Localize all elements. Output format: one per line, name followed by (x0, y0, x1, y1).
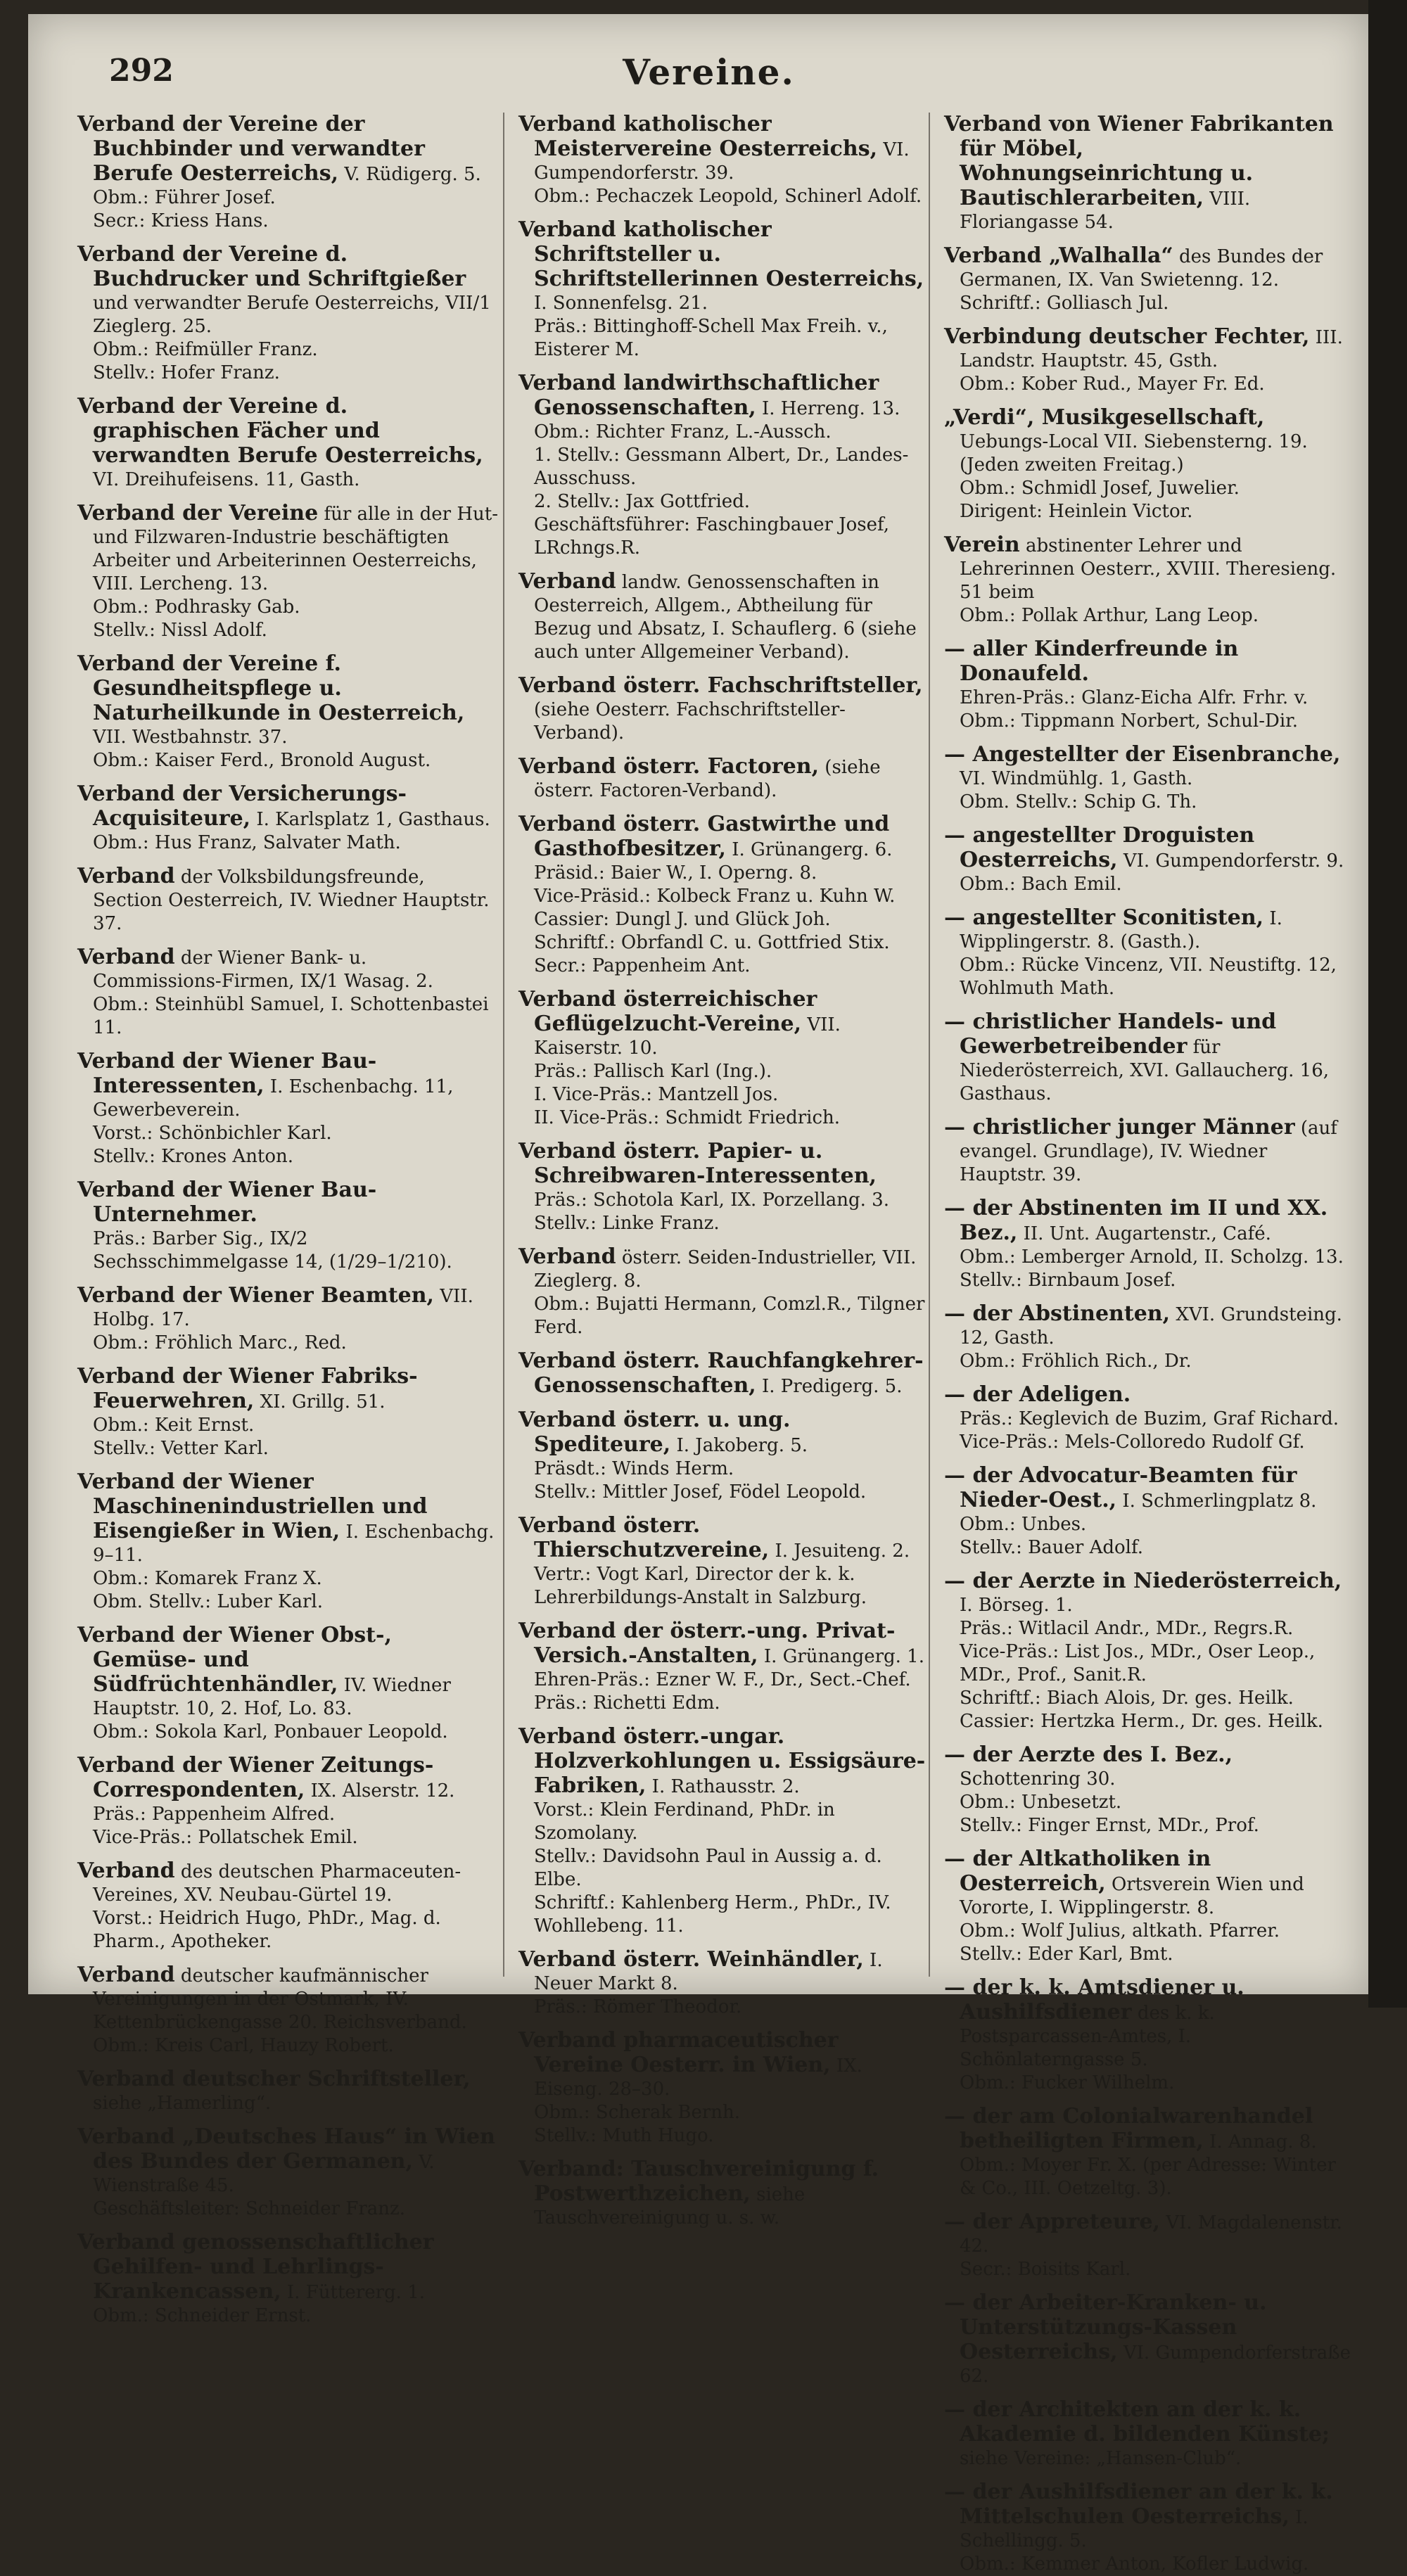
directory-entry (518, 988, 927, 1130)
directory-entry (518, 570, 927, 664)
entry-address: (auf evangel. Grundlage), IV. Wiedner Hauptstr. 39. (960, 1118, 1337, 1185)
entry-officer-line: Obm. Stellv.: Luber Karl. (93, 1591, 323, 1612)
entry-name: Verband österr. Gastwirthe und Gasthofbesitzer, (518, 812, 890, 861)
entry-name: Verband deutscher Schriftsteller, (77, 2067, 471, 2091)
directory-entry (944, 1976, 1352, 2095)
entry-officer-line: Präsdt.: Winds Herm. (534, 1458, 734, 1479)
directory-entry (77, 1050, 499, 1168)
entry-officer-line: Obm.: Unbes. (960, 1514, 1087, 1535)
entry-name: — der Advocatur-Beamten für Nieder-Oest., (944, 1463, 1297, 1512)
entry-address: des deutschen Pharmaceuten-Vereines, XV. Neubau-Gürtel 19. (93, 1861, 461, 1906)
entry-name: Verband der Wiener Obst-, Gemüse- und Südfrüchtenhändler, (77, 1623, 392, 1697)
directory-entry (518, 218, 927, 362)
entry-officer-line: Obm.: Schneider Ernst. (93, 2305, 312, 2326)
entry-officer-line: Secr.: Kriess Hans. (93, 210, 269, 231)
entry-officer-line: Stellv.: Mittler Josef, Födel Leopold. (534, 1481, 867, 1503)
directory-entry (77, 1963, 499, 2058)
entry-name: — der am Colonialwarenhandel betheiligten Firmen, (944, 2104, 1313, 2153)
entry-address: I. Grünangerg. 1. (763, 1646, 924, 1667)
entry-officer-line: Obm.: Komarek Franz X. (93, 1568, 322, 1589)
entry-name: Verband österr. Rauchfangkehrer-Genossenschaften, (518, 1348, 924, 1398)
entry-name: — christlicher junger Männer (944, 1115, 1295, 1140)
entry-address: Ortsverein Wien und Vororte, I. Wipplingerstr. 8. (960, 1874, 1304, 1918)
entry-name: Verband österr. Weinhändler, (518, 1947, 864, 1972)
entry-address: I. Predigerg. 5. (761, 1376, 903, 1397)
directory-page (28, 14, 1368, 2575)
entry-officer-line: Obm.: Moyer Fr. X. (per Adresse: Winter & Co., III. Oetzeltg. 3). (960, 2155, 1336, 2199)
entry-officer-line: Stellv.: Linke Franz. (534, 1213, 720, 1234)
entry-name: — angestellter Sconitisten, (944, 905, 1264, 930)
entry-address: I. Jakoberg. 5. (676, 1435, 808, 1456)
entry-name: Verband der Wiener Maschinenindustriellen und Eisengießer in Wien, (77, 1469, 428, 1543)
entry-name: — der Arbeiter-Kranken- u. Unterstützungs-Kassen Oesterreichs, (944, 2290, 1267, 2364)
entry-address: österr. Seiden-Industrieller, VII. Zieglerg. 8. (534, 1247, 917, 1292)
entry-name: Verband katholischer Schriftsteller u. Schriftstellerinnen Oesterreichs, (518, 217, 924, 291)
directory-entry (518, 1948, 927, 2019)
directory-entry (518, 2029, 927, 2148)
directory-entry (944, 1383, 1352, 1454)
entry-address: landw. Genossenschaften in Oesterreich, Allgem., Abtheilung für Bezug und Absatz, I. Schauflerg. 6 (siehe auch unter Allgemeiner Verband). (534, 572, 917, 663)
directory-entry (77, 502, 499, 642)
directory-entry (77, 782, 499, 855)
directory-entry (77, 2067, 499, 2115)
entry-officer-line: Obm. Stellv.: Schip G. Th. (960, 791, 1197, 812)
entry-officer-line: Stellv.: Birnbaum Josef. (960, 1270, 1176, 1291)
entry-address: Schottenring 30. (960, 1768, 1116, 1790)
directory-entry (944, 824, 1352, 896)
page-edge-shadow (1368, 0, 1407, 2008)
entry-officer-line: Vorst.: Heidrich Hugo, PhDr., Mag. d. Pharm., Apotheker. (93, 1908, 441, 1952)
entry-address: II. Unt. Augartenstr., Café. (1023, 1223, 1271, 1244)
entry-name: Verband der Wiener Zeitungs-Correspondenten, (77, 1753, 434, 1802)
entry-officer-line: Obm.: Bujatti Hermann, Comzl.R., Tilgner Ferd. (534, 1294, 925, 1338)
entry-address: siehe Vereine: „Hansen-Club“. (960, 2448, 1242, 2469)
entry-name: Verein (944, 533, 1020, 557)
directory-entry (944, 2480, 1352, 2576)
entry-officer-line: Vice-Präs.: List Jos., MDr., Oser Leop., MDr., Prof., Sanit.R. (960, 1641, 1316, 1685)
entry-officer-line: Vorst.: Schönbichler Karl. (93, 1123, 332, 1144)
entry-address: I. Neuer Markt 8. (534, 1950, 883, 1994)
entry-officer-line: Schriftf.: Golliasch Jul. (960, 293, 1169, 314)
entry-name: Verband der Wiener Bau-Unternehmer. (77, 1178, 377, 1227)
entry-officer-line: Obm.: Wolf Julius, altkath. Pfarrer. (960, 1920, 1280, 1941)
entry-address: I. Eschenbachg. 9–11. (93, 1522, 495, 1566)
entry-name: Verband österr. Papier- u. Schreibwaren-Interessenten, (518, 1139, 877, 1188)
entry-name: — Angestellter der Eisenbranche, (944, 742, 1341, 767)
directory-entry (944, 1302, 1352, 1373)
directory-entry (944, 1464, 1352, 1560)
directory-entry (77, 1754, 499, 1849)
entry-officer-line: Dirigent: Heinlein Victor. (960, 501, 1193, 522)
entry-address: VI. Magdalenenstr. 42. (960, 2212, 1342, 2257)
directory-entry (944, 2398, 1352, 2470)
entry-address: I. Herreng. 13. (761, 398, 900, 419)
entry-address: IX. Eiseng. 28–30. (534, 2055, 862, 2100)
entry-name: „Verdi“, Musikgesellschaft, (944, 405, 1265, 430)
entry-name: Verband österr. Factoren, (518, 754, 820, 779)
entry-name: Verbindung deutscher Fechter, (944, 324, 1310, 349)
entry-name: Verband (518, 1244, 616, 1269)
directory-entry (944, 2210, 1352, 2281)
entry-officer-line: I. Vice-Präs.: Mantzell Jos. (534, 1084, 779, 1105)
directory-entry (77, 1365, 499, 1460)
entry-address: und verwandter Berufe Oesterreichs, VII/1 Zieglerg. 25. (93, 293, 491, 337)
directory-entry (518, 1245, 927, 1339)
entry-name: Verband von Wiener Fabrikanten für Möbel, Wohnungseinrichtung u. Bautischlerarbeiten, (944, 112, 1334, 210)
entry-officer-line: Präs.: Witlacil Andr., MDr., Regrs.R. (960, 1618, 1294, 1639)
entry-officer-line: Präs.: Römer Theodor. (534, 1996, 742, 2017)
entry-officer-line: Geschäftsleiter: Schneider Franz. (93, 2198, 405, 2219)
entry-officer-line: Obm.: Fucker Wilhelm. (960, 2072, 1175, 2093)
entry-name: Verband österr. Fachschriftsteller, (518, 673, 923, 698)
entry-name: Verband (77, 1858, 175, 1883)
directory-entry (944, 1847, 1352, 1966)
directory-entry (944, 2291, 1352, 2388)
entry-address: siehe Tauschvereinigung u. s. w. (534, 2184, 806, 2229)
entry-name: Verband der Vereine f. Gesundheitspflege u. Naturheilkunde in Oesterreich, (77, 651, 465, 725)
entry-name: Verband „Walhalla“ (944, 243, 1173, 268)
entry-officer-line: Stellv.: Muth Hugo. (534, 2125, 714, 2146)
directory-entry (77, 2231, 499, 2328)
directory-entry (944, 906, 1352, 1000)
running-title: Vereine. (623, 51, 795, 93)
directory-entry (944, 1116, 1352, 1187)
entry-name: Verband der Wiener Beamten, (77, 1283, 434, 1308)
entry-officer-line: Obm.: Reifmüller Franz. (93, 339, 318, 360)
directory-entry (944, 1569, 1352, 1733)
entry-name: Verband pharmaceutischer Vereine Oesterr. in Wien, (518, 2028, 839, 2077)
entry-address: I. Jesuiteng. 2. (775, 1541, 910, 1562)
entry-officer-line: Präs.: Barber Sig., IX/2 Sechsschimmelgasse 14, (1/29–1/210). (93, 1228, 452, 1273)
entry-officer-line: Obm.: Fröhlich Rich., Dr. (960, 1351, 1192, 1372)
entry-name: Verband der Vereine (77, 501, 319, 525)
entry-address: XVI. Grundsteing. 12, Gasth. (960, 1304, 1342, 1348)
entry-name: Verband österr.-ungar. Holzverkohlungen u. Essigsäure-Fabriken, (518, 1724, 926, 1798)
entry-address: I. Schmerlingplatz 8. (1122, 1491, 1317, 1512)
entry-name: — der Abstinenten, (944, 1301, 1171, 1326)
entry-officer-line: Obm.: Rücke Vincenz, VII. Neustiftg. 12, Wohlmuth Math. (960, 955, 1337, 999)
entry-name: Verband: Tauschvereinigung f. Postwerthzeichen, (518, 2157, 879, 2206)
entry-name: Verband katholischer Meistervereine Oesterreichs, (518, 112, 878, 161)
entry-officer-line: Vice-Präs.: Mels-Colloredo Rudolf Gf. (960, 1432, 1305, 1453)
entry-officer-line: Stellv.: Vetter Karl. (93, 1438, 269, 1459)
directory-entry (77, 243, 499, 385)
directory-entry (944, 325, 1352, 396)
entry-officer-line: Präs.: Pappenheim Alfred. (93, 1804, 336, 1825)
entry-officer-line: Präs.: Richetti Edm. (534, 1692, 720, 1714)
entry-officer-line: Secr.: Pappenheim Ant. (534, 955, 751, 976)
directory-entry (518, 113, 927, 208)
entry-name: — christlicher Handels- und Gewerbetreibender (944, 1009, 1277, 1059)
entry-address: VII. Holbg. 17. (93, 1286, 473, 1330)
entry-name: Verband (77, 864, 175, 888)
entry-address: I. Eschenbachg. 11, Gewerbeverein. (93, 1076, 454, 1121)
column-2 (503, 112, 927, 2229)
directory-entry (518, 371, 927, 560)
entry-name: Verband (77, 1963, 175, 1987)
entry-address: VII. Kaiserstr. 10. (534, 1014, 841, 1059)
entry-officer-line: Obm.: Sokola Karl, Ponbauer Leopold. (93, 1721, 448, 1742)
entry-address: V. Rüdigerg. 5. (344, 164, 481, 185)
entry-officer-line: Cassier: Hertzka Herm., Dr. ges. Heilk. (960, 1711, 1323, 1732)
entry-officer-line: 1. Stellv.: Gessmann Albert, Dr., Landes-Ausschuss. (534, 445, 909, 489)
entry-officer-line: Obm.: Unbesetzt. (960, 1792, 1122, 1813)
directory-entry (944, 244, 1352, 315)
directory-entry (77, 395, 499, 492)
entry-officer-line: Präs.: Pallisch Karl (Ing.). (534, 1061, 772, 1082)
entry-officer-line: 2. Stellv.: Jax Gottfried. (534, 491, 751, 512)
entry-address: I. Wipplingerstr. 8. (Gasth.). (960, 908, 1282, 952)
entry-officer-line: Stellv.: Finger Ernst, MDr., Prof. (960, 1815, 1259, 1836)
directory-entry (77, 1470, 499, 1614)
entry-name: Verband der Vereine d. Buchdrucker und Schriftgießer (77, 242, 466, 291)
entry-address: VI. Windmühlg. 1, Gasth. (960, 768, 1193, 789)
entry-address: I. Annag. 8. (1209, 2131, 1317, 2153)
entry-address: I. Rathausstr. 2. (651, 1776, 800, 1797)
entry-officer-line: Stellv.: Nissl Adolf. (93, 620, 267, 641)
entry-name: Verband (518, 569, 616, 594)
entry-address: des k. k. Postsparcassen-Amtes, I. Schönlaterngasse 5. (960, 2003, 1215, 2070)
entry-name: — der Appreteure, (944, 2210, 1160, 2234)
entry-officer-line: Obm.: Pechaczek Leopold, Schinerl Adolf. (534, 186, 922, 207)
column-3 (929, 112, 1352, 2575)
entry-address: abstinenter Lehrer und Lehrerinnen Oesterr., XVIII. Theresieng. 51 beim (960, 535, 1337, 603)
entry-officer-line: Stellv.: Krones Anton. (93, 1146, 294, 1167)
directory-entry (944, 406, 1352, 523)
entry-address: für Niederösterreich, XVI. Gallaucherg. 16, Gasthaus. (960, 1037, 1330, 1104)
entry-address: XI. Grillg. 51. (260, 1391, 386, 1413)
entry-address: VIII. Floriangasse 54. (960, 189, 1251, 233)
entry-address: VI. Dreihufeisens. 11, Gasth. (93, 469, 360, 490)
entry-address: I. Füttererg. 1. (286, 2282, 426, 2303)
directory-entry (77, 945, 499, 1040)
entry-address: I. Grünangerg. 6. (732, 839, 893, 860)
entry-address: deutscher kaufmännischer Vereinigungen in der Ostmark, IV. Kettenbrückengasse 20. Reichsverband. (93, 1965, 467, 2033)
entry-address: VII. Westbahnstr. 37. (93, 727, 288, 748)
entry-officer-line: Vice-Präsid.: Kolbeck Franz u. Kuhn W. (534, 886, 896, 907)
directory-entry (518, 1349, 927, 1398)
entry-officer-line: Obm.: Richter Franz, L.-Aussch. (534, 421, 832, 442)
directory-entry (944, 1010, 1352, 1106)
entry-address: VI. Gumpendorferstr. 9. (1123, 850, 1344, 872)
entry-name: Verband österr. Thierschutzvereine, (518, 1513, 770, 1562)
entry-officer-line: Vice-Präs.: Pollatschek Emil. (93, 1827, 358, 1848)
page-number: 292 (109, 53, 174, 89)
directory-entry (944, 743, 1352, 814)
entry-officer-line: Ehren-Präs.: Glanz-Eicha Alfr. Frhr. v. (960, 687, 1309, 708)
directory-entry (518, 1408, 927, 1504)
entry-address: IV. Wiedner Hauptstr. 10, 2. Hof, Lo. 83. (93, 1675, 451, 1719)
directory-entry (518, 1725, 927, 1938)
directory-entry (77, 2125, 499, 2221)
entry-officer-line: Obm.: Keit Ernst. (93, 1415, 255, 1436)
entry-officer-line: Obm.: Kaiser Ferd., Bronold August. (93, 750, 431, 771)
directory-entry (77, 113, 499, 233)
entry-officer-line: Stellv.: Davidsohn Paul in Aussig a. d. Elbe. (534, 1846, 882, 1890)
entry-officer-line: Obm.: Kober Rud., Mayer Fr. Ed. (960, 374, 1265, 395)
entry-address: VI. Gumpendorferstr. 39. (534, 139, 910, 184)
entry-name: Verband landwirthschaftlicher Genossenschaften, (518, 371, 879, 420)
entry-name: — der Architekten an der k. k. Akademie d. bildenden Künste; (944, 2397, 1330, 2447)
directory-entry (944, 2105, 1352, 2200)
directory-entry (944, 1197, 1352, 1292)
directory-entry (77, 1178, 499, 1274)
entry-address: für alle in der Hut- und Filzwaren-Industrie beschäftigten Arbeiter und Arbeiterinnen Oesterreichs, VIII. Lercheng. 13. (93, 504, 498, 594)
entry-address: der Volksbildungsfreunde, Section Oesterreich, IV. Wiedner Hauptstr. 37. (93, 867, 490, 934)
entry-officer-line: Präsid.: Baier W., I. Operng. 8. (534, 862, 817, 884)
entry-name: — der Altkatholiken in Oesterreich, (944, 1847, 1211, 1896)
entry-address: I. Sonnenfelsg. 21. (534, 293, 708, 314)
entry-officer-line: Obm.: Fröhlich Marc., Red. (93, 1332, 347, 1353)
entry-name: Verband der Wiener Bau-Interessenten, (77, 1049, 377, 1098)
entry-officer-line: Präs.: Schotola Karl, IX. Porzellang. 3. (534, 1190, 889, 1211)
entry-name: Verband der österr.-ung. Privat-Versich.-Anstalten, (518, 1619, 896, 1668)
entry-officer-line: Obm.: Pollak Arthur, Lang Leop. (960, 605, 1259, 626)
column-1 (77, 112, 499, 2326)
directory-entry (944, 113, 1352, 234)
entry-name: Verband (77, 945, 175, 969)
entry-name: — der Aushilfsdiener an der k. k. Mittelschulen Oesterreichs, (944, 2480, 1333, 2529)
directory-entry (944, 637, 1352, 733)
entry-name: — der Aerzte des I. Bez., (944, 1742, 1233, 1767)
entry-name: Verband der Versicherungs-Acquisiteure, (77, 782, 407, 831)
entry-officer-line: Obm.: Scherak Bernh. (534, 2102, 741, 2123)
entry-name: — der k. k. Amtsdiener u. Aushilfsdiener (944, 1975, 1244, 2025)
entry-officer-line: Secr.: Boisits Karl. (960, 2259, 1131, 2280)
entry-officer-line: Präs.: Bittinghoff-Schell Max Freih. v., Eisterer M. (534, 316, 888, 360)
entry-officer-line: Cassier: Dungl J. und Glück Joh. (534, 909, 831, 930)
entry-name: Verband der Wiener Fabriks-Feuerwehren, (77, 1364, 418, 1413)
entry-officer-line: Präs.: Keglevich de Buzim, Graf Richard. (960, 1408, 1339, 1429)
directory-entry (944, 1743, 1352, 1837)
page-header (77, 39, 1340, 95)
entry-address: I. Börseg. 1. (960, 1595, 1073, 1616)
entry-address: I. Schellingg. 5. (960, 2507, 1309, 2551)
entry-officer-line: Stellv.: Hofer Franz. (93, 362, 280, 383)
entry-address: III. Landstr. Hauptstr. 45, Gsth. (960, 327, 1343, 371)
entry-name: — der Abstinenten im II und XX. Bez., (944, 1196, 1328, 1245)
entry-address: VI. Gumpendorferstraße 62. (960, 2342, 1351, 2387)
entry-officer-line: Obm.: Kreis Carl, Hauzy Robert. (93, 2035, 394, 2056)
entry-address: (siehe Oesterr. Fachschriftsteller-Verband). (534, 699, 846, 744)
entry-officer-line: Obm.: Schmidl Josef, Juwelier. (960, 478, 1240, 499)
entry-officer-line: Ehren-Präs.: Ezner W. F., Dr., Sect.-Chef. (534, 1669, 911, 1690)
entry-address: V. Wienstraße 45. (93, 2152, 435, 2196)
entry-officer-line: Stellv.: Eder Karl, Bmt. (960, 1944, 1173, 1965)
directory-entry (518, 1514, 927, 1609)
entry-officer-line: Schriftf.: Obrfandl C. u. Gottfried Stix. (534, 932, 890, 953)
directory-entry (518, 755, 927, 803)
entry-officer-line: Obm.: Bach Emil. (960, 874, 1122, 895)
directory-entry (77, 865, 499, 936)
entry-address: I. Karlsplatz 1, Gasthaus. (256, 809, 490, 830)
entry-name: — aller Kinderfreunde in Donaufeld. (944, 637, 1239, 686)
entry-name: Verband österreichischer Geflügelzucht-Vereine, (518, 987, 817, 1036)
entry-name: Verband der Vereine d. graphischen Fächer und verwandten Berufe Oesterreichs, (77, 394, 483, 468)
directory-entry (944, 533, 1352, 627)
entry-address: (siehe österr. Factoren-Verband). (534, 757, 881, 801)
directory-entry (77, 652, 499, 772)
entry-officer-line: Obm.: Kemmer Anton, Kofler Ludwig. (960, 2553, 1309, 2575)
entry-name: Verband der Vereine der Buchbinder und verwandter Berufe Oesterreichs, (77, 112, 425, 186)
entry-officer-line: Obm.: Tippmann Norbert, Schul-Dir. (960, 710, 1298, 732)
entry-address: der Wiener Bank- u. Commissions-Firmen, IX/1 Wasag. 2. (93, 948, 433, 992)
entry-officer-line: II. Vice-Präs.: Schmidt Friedrich. (534, 1107, 841, 1128)
directory-entry (77, 1859, 499, 1953)
entry-officer-line: Vorst.: Klein Ferdinand, PhDr. in Szomolany. (534, 1799, 835, 1844)
entry-officer-line: Geschäftsführer: Faschingbauer Josef, LRchngs.R. (534, 514, 889, 559)
entry-name: — der Aerzte in Niederösterreich, (944, 1569, 1342, 1593)
entry-address: Uebungs-Local VII. Siebensterng. 19. (Jeden zweiten Freitag.) (960, 431, 1308, 476)
entry-officer-line: Obm.: Podhrasky Gab. (93, 597, 300, 618)
entry-officer-line: Schriftf.: Biach Alois, Dr. ges. Heilk. (960, 1688, 1294, 1709)
directory-entry (518, 812, 927, 978)
entry-name: — der Adeligen. (944, 1382, 1131, 1407)
directory-entry (518, 1619, 927, 1715)
directory-entry (518, 2157, 927, 2230)
entry-officer-line: Obm.: Führer Josef. (93, 187, 276, 208)
directory-entry (518, 1140, 927, 1235)
directory-entry (518, 674, 927, 745)
entry-officer-line: Schriftf.: Kahlenberg Herm., PhDr., IV. Wohllebeng. 11. (534, 1892, 891, 1937)
entry-officer-line: Obm.: Lemberger Arnold, II. Scholzg. 13. (960, 1246, 1344, 1268)
entry-name: — angestellter Droguisten Oesterreichs, (944, 823, 1255, 872)
entry-officer-line: Obm.: Steinhübl Samuel, I. Schottenbastei 11. (93, 994, 489, 1038)
entry-officer-line: Obm.: Hus Franz, Salvater Math. (93, 832, 401, 853)
directory-entry (77, 1624, 499, 1744)
entry-name: Verband genossenschaftlicher Gehilfen- und Lehrlings-Krankencassen, (77, 2230, 434, 2304)
entry-address: des Bundes der Germanen, IX. Van Swietenng. 12. (960, 246, 1323, 291)
entry-address: IX. Alserstr. 12. (310, 1780, 455, 1802)
entry-name: Verband „Deutsches Haus“ in Wien des Bundes der Germanen, (77, 2124, 495, 2174)
entry-officer-line: Stellv.: Bauer Adolf. (960, 1537, 1143, 1558)
entry-officer-line: Vertr.: Vogt Karl, Director der k. k. Lehrerbildungs-Anstalt in Salzburg. (534, 1564, 867, 1608)
entry-name: Verband österr. u. ung. Spediteure, (518, 1408, 791, 1457)
entry-address: siehe „Hamerling“. (93, 2093, 272, 2114)
directory-entry (77, 1284, 499, 1355)
